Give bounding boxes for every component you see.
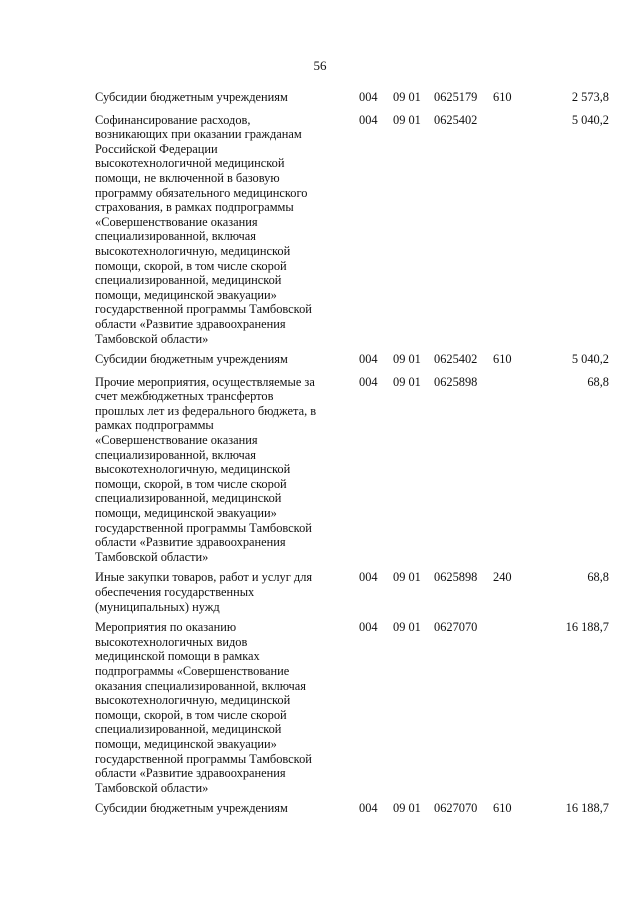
amount: 16 188,7 xyxy=(565,620,609,635)
section-code: 09 01 xyxy=(393,90,421,104)
table-row xyxy=(95,90,609,105)
description-line: страхования, в рамках подпрограммы xyxy=(95,200,294,215)
section-code: 09 01 xyxy=(393,801,421,816)
description-line: помощи, медицинской эвакуации» xyxy=(95,287,277,302)
table-row xyxy=(95,801,609,816)
description-line: специализированной, медицинской xyxy=(95,273,282,288)
description-line: Тамбовской области» xyxy=(95,549,209,564)
table-row xyxy=(95,570,609,614)
description-line: специализированной, включая xyxy=(95,229,256,244)
description-line: области «Развитие здравоохранения xyxy=(95,535,286,550)
description-line: оказания специализированной, включая xyxy=(95,678,306,693)
expense-type-code: 610 xyxy=(493,352,512,367)
description-line: (муниципальных) нужд xyxy=(95,599,220,614)
expense-type-code: 610 xyxy=(493,801,512,816)
description-line: высокотехнологичной медицинской xyxy=(95,156,285,171)
description-line: Прочие мероприятия, осуществляемые за xyxy=(95,374,315,389)
expense-type-code: 240 xyxy=(493,570,512,585)
amount: 68,8 xyxy=(587,570,609,585)
target-article-code: 0625898 xyxy=(434,374,478,389)
section-code: 09 01 xyxy=(393,112,421,127)
ministry-code: 004 xyxy=(359,570,378,585)
description-line: государственной программы Тамбовской xyxy=(95,520,312,535)
page-number: 56 xyxy=(313,58,327,73)
section-code: 09 01 xyxy=(393,620,421,635)
expense-type-code: 610 xyxy=(493,90,512,104)
section-code: 09 01 xyxy=(393,352,421,367)
description-line: программу обязательного медицинского xyxy=(95,185,308,200)
description-line: «Совершенствование оказания xyxy=(95,214,258,229)
description-line: Субсидии бюджетным учреждениям xyxy=(95,352,288,367)
description-line: Российской Федерации xyxy=(95,141,218,156)
description-line: Тамбовской области» xyxy=(95,780,209,795)
row-description xyxy=(95,620,333,795)
ministry-code: 004 xyxy=(359,352,378,367)
section-code: 09 01 xyxy=(393,570,421,585)
amount: 2 573,8 xyxy=(571,90,609,104)
row-description xyxy=(95,570,333,614)
description-line: Иные закупки товаров, работ и услуг для xyxy=(95,570,313,585)
description-line: высокотехнологичную, медицинской xyxy=(95,693,291,708)
section-code: 09 01 xyxy=(393,374,421,389)
description-line: подпрограммы «Совершенствование xyxy=(95,663,290,678)
description-line: высокотехнологичных видов xyxy=(95,634,248,649)
description-line: государственной программы Тамбовской xyxy=(95,751,312,766)
amount: 5 040,2 xyxy=(571,112,609,127)
amount: 68,8 xyxy=(587,374,609,389)
description-line: высокотехнологичную, медицинской xyxy=(95,462,291,477)
description-line: Субсидии бюджетным учреждениям xyxy=(95,90,288,104)
table-row xyxy=(95,113,609,347)
table-row xyxy=(95,375,609,565)
target-article-code: 0627070 xyxy=(434,801,478,816)
table-row xyxy=(95,620,609,795)
description-line: помощи, скорой, в том числе скорой xyxy=(95,707,287,722)
description-line: специализированной, медицинской xyxy=(95,491,282,506)
description-line: помощи, не включенной в базовую xyxy=(95,170,280,185)
ministry-code: 004 xyxy=(359,801,378,816)
description-line: медицинской помощи в рамках xyxy=(95,649,260,664)
description-line: рамках подпрограммы xyxy=(95,418,214,433)
ministry-code: 004 xyxy=(359,620,378,635)
row-description xyxy=(95,113,333,347)
description-line: области «Развитие здравоохранения xyxy=(95,316,286,331)
description-line: возникающих при оказании гражданам xyxy=(95,127,302,142)
row-description xyxy=(95,90,333,105)
description-line: Субсидии бюджетным учреждениям xyxy=(95,801,288,816)
description-line: Тамбовской области» xyxy=(95,331,209,346)
target-article-code: 0625898 xyxy=(434,570,478,585)
amount: 16 188,7 xyxy=(565,801,609,816)
description-line: специализированной, включая xyxy=(95,447,256,462)
description-line: прошлых лет из федерального бюджета, в xyxy=(95,403,317,418)
description-line: помощи, скорой, в том числе скорой xyxy=(95,476,287,491)
description-line: Софинансирование расходов, xyxy=(95,112,251,127)
ministry-code: 004 xyxy=(359,90,378,104)
description-line: области «Развитие здравоохранения xyxy=(95,766,286,781)
row-description xyxy=(95,801,333,816)
description-line: счет межбюджетных трансфертов xyxy=(95,389,274,404)
description-line: «Совершенствование оказания xyxy=(95,433,258,448)
row-description xyxy=(95,375,333,565)
target-article-code: 0625179 xyxy=(434,90,478,104)
ministry-code: 004 xyxy=(359,374,378,389)
target-article-code: 0627070 xyxy=(434,620,478,635)
target-article-code: 0625402 xyxy=(434,352,478,367)
budget-table xyxy=(95,90,609,824)
row-description xyxy=(95,352,333,367)
description-line: помощи, скорой, в том числе скорой xyxy=(95,258,287,273)
ministry-code: 004 xyxy=(359,112,378,127)
description-line: государственной программы Тамбовской xyxy=(95,302,312,317)
description-line: специализированной, медицинской xyxy=(95,722,282,737)
description-line: высокотехнологичную, медицинской xyxy=(95,243,291,258)
table-row xyxy=(95,352,609,367)
target-article-code: 0625402 xyxy=(434,112,478,127)
description-line: Мероприятия по оказанию xyxy=(95,620,237,635)
description-line: обеспечения государственных xyxy=(95,585,255,599)
description-line: помощи, медицинской эвакуации» xyxy=(95,736,277,751)
amount: 5 040,2 xyxy=(571,352,609,367)
description-line: помощи, медицинской эвакуации» xyxy=(95,506,277,521)
